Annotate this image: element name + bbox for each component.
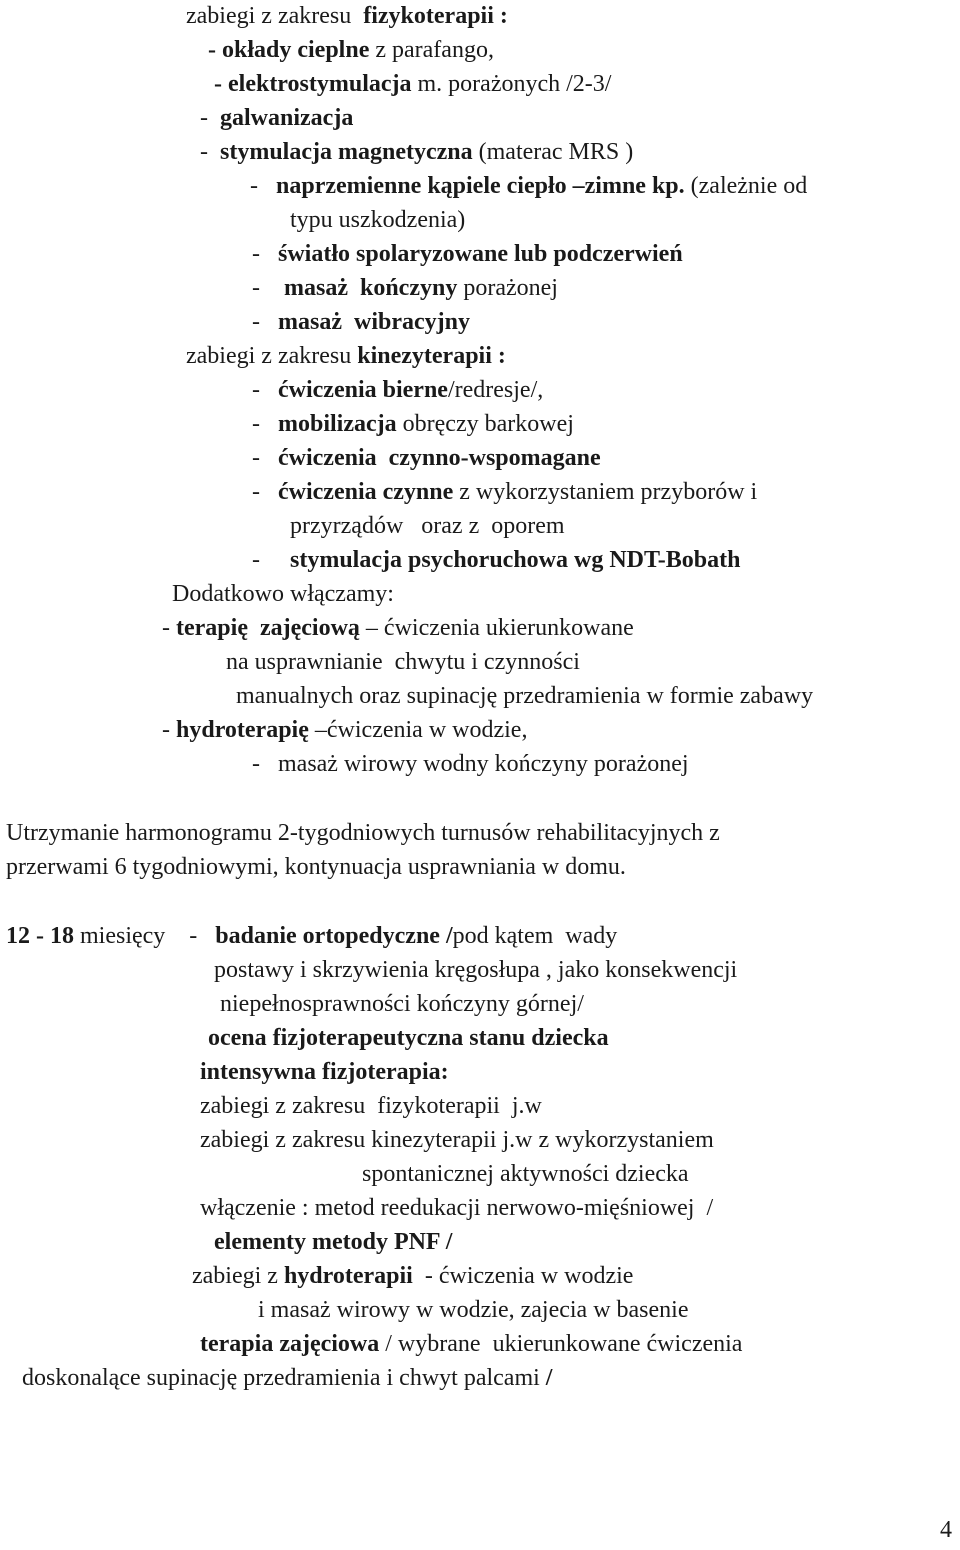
text-run: - xyxy=(162,717,176,743)
text-run: niepełnosprawności kończyny górnej/ xyxy=(220,991,584,1017)
text-line xyxy=(226,648,580,676)
text-line xyxy=(252,376,543,404)
text-run: zabiegi z zakresu xyxy=(186,3,364,29)
text-run: postawy i skrzywienia kręgosłupa , jako konsekwencji xyxy=(214,957,738,983)
text-run: doskonalące supinację przedramienia i chwyt palcami xyxy=(22,1365,546,1391)
text-line xyxy=(290,206,465,234)
text-line xyxy=(214,956,737,984)
text-run: - xyxy=(200,139,220,165)
bold-text: terapia zajęciowa xyxy=(200,1331,380,1357)
text-run: m. porażonych /2-3/ xyxy=(411,71,612,97)
text-line xyxy=(6,819,720,847)
text-line xyxy=(186,2,508,30)
text-line xyxy=(200,1194,713,1222)
text-run: Utrzymanie harmonogramu 2-tygodniowych turnusów rehabilitacyjnych z xyxy=(6,820,720,846)
bold-text: galwanizacja xyxy=(220,105,354,131)
text-run: - xyxy=(252,241,278,267)
text-run: - xyxy=(252,547,290,573)
text-line xyxy=(162,614,634,642)
text-run: –ćwiczenia w wodzie, xyxy=(308,717,528,743)
text-run: i masaż wirowy w wodzie, zajecia w basenie xyxy=(258,1297,689,1323)
bold-text: masaż kończyny xyxy=(284,275,458,301)
text-run: Dodatkowo włączamy: xyxy=(172,581,394,607)
text-run: zabiegi z zakresu xyxy=(186,343,358,369)
text-run: - xyxy=(252,377,278,403)
text-line xyxy=(236,682,813,710)
text-line xyxy=(200,1330,742,1358)
text-line xyxy=(172,580,394,608)
text-run: – ćwiczenia ukierunkowane xyxy=(359,615,634,641)
bold-text: ćwiczenia czynno-wspomagane xyxy=(278,445,601,471)
bold-text: kinezyterapii : xyxy=(357,343,506,369)
text-run: zabiegi z xyxy=(192,1263,284,1289)
text-line xyxy=(258,1296,689,1324)
text-run: przerwami 6 tygodniowymi, kontynuacja usprawniania w domu. xyxy=(6,854,626,880)
bold-text: ćwiczenia czynne xyxy=(278,479,454,505)
text-run: z wykorzystaniem przyborów i xyxy=(453,479,758,505)
text-run: zabiegi z zakresu fizykoterapii j.w xyxy=(200,1093,542,1119)
bold-text: stymulacja psychoruchowa wg NDT-Bobath xyxy=(290,547,741,573)
text-run: typu uszkodzenia) xyxy=(290,207,466,233)
bold-text: 12 - 18 xyxy=(6,923,74,949)
text-line xyxy=(252,274,558,302)
text-line xyxy=(208,1024,609,1052)
text-line xyxy=(162,716,527,744)
text-line xyxy=(186,342,506,370)
text-run: - xyxy=(162,615,176,641)
text-run: na usprawnianie chwytu i czynności xyxy=(226,649,580,675)
text-line xyxy=(214,70,611,98)
bold-text: - elektrostymulacja xyxy=(214,71,412,97)
text-line xyxy=(6,922,617,950)
text-line xyxy=(220,990,584,1018)
text-line xyxy=(252,750,689,778)
text-line xyxy=(250,172,807,200)
text-line xyxy=(22,1364,552,1392)
text-run: obręczy barkowej xyxy=(396,411,574,437)
bold-text: terapię zajęciową xyxy=(176,615,360,641)
bold-text: masaż wibracyjny xyxy=(278,309,470,335)
text-run: - xyxy=(252,275,284,301)
text-line xyxy=(192,1262,633,1290)
text-run: (zależnie od xyxy=(684,173,808,199)
text-line xyxy=(252,546,741,574)
text-run: włączenie : metod reedukacji nerwowo-mięśniowej / xyxy=(200,1195,714,1221)
text-run: /redresje/, xyxy=(447,377,544,403)
text-line xyxy=(214,1228,452,1256)
bold-text: hydroterapię xyxy=(176,717,309,743)
bold-text: intensywna fizjoterapia: xyxy=(200,1059,449,1085)
bold-text: stymulacja magnetyczna xyxy=(220,139,473,165)
text-run: - ćwiczenia w wodzie xyxy=(412,1263,634,1289)
text-run: miesięcy - xyxy=(74,923,216,949)
text-line xyxy=(200,1092,542,1120)
page-number: 4 xyxy=(940,1517,952,1543)
text-run: - xyxy=(252,309,278,335)
text-line xyxy=(200,104,353,132)
bold-text: / xyxy=(545,1365,553,1391)
text-run: - xyxy=(252,411,278,437)
text-line xyxy=(252,478,757,506)
text-line xyxy=(290,512,565,540)
bold-text: - okłady cieplne xyxy=(208,37,370,63)
text-run: - masaż wirowy wodny kończyny porażonej xyxy=(252,751,689,777)
text-run: porażonej xyxy=(457,275,558,301)
text-line xyxy=(252,444,601,472)
text-line xyxy=(252,308,470,336)
text-run: przyrządów oraz z oporem xyxy=(290,513,565,539)
text-run: - xyxy=(200,105,220,131)
text-run: - xyxy=(252,445,278,471)
text-line xyxy=(200,1126,714,1154)
text-run: manualnych oraz supinację przedramienia w formie zabawy xyxy=(236,683,814,709)
text-run: spontanicznej aktywności dziecka xyxy=(362,1161,689,1187)
bold-text: badanie ortopedyczne / xyxy=(215,923,453,949)
text-line xyxy=(208,36,494,64)
text-run: - xyxy=(252,479,278,505)
text-line xyxy=(362,1160,689,1188)
text-run: (materac MRS ) xyxy=(472,139,634,165)
text-line xyxy=(200,1058,449,1086)
text-line xyxy=(200,138,633,166)
text-line xyxy=(6,853,626,881)
text-run: - xyxy=(250,173,276,199)
text-run: zabiegi z zakresu kinezyterapii j.w z wykorzystaniem xyxy=(200,1127,714,1153)
text-run: pod kątem wady xyxy=(452,923,618,949)
text-line xyxy=(252,240,683,268)
text-run: z parafango, xyxy=(369,37,494,63)
text-line xyxy=(252,410,574,438)
bold-text: ocena fizjoterapeutyczna stanu dziecka xyxy=(208,1025,609,1051)
bold-text: elementy metody PNF / xyxy=(214,1229,453,1255)
text-run: / wybrane ukierunkowane ćwiczenia xyxy=(379,1331,743,1357)
bold-text: hydroterapii xyxy=(283,1263,413,1289)
bold-text: mobilizacja xyxy=(278,411,397,437)
bold-text: naprzemienne kąpiele ciepło –zimne kp. xyxy=(276,173,685,199)
bold-text: światło spolaryzowane lub podczerwień xyxy=(278,241,683,267)
bold-text: fizykoterapii : xyxy=(363,3,508,29)
bold-text: ćwiczenia bierne xyxy=(278,377,448,403)
